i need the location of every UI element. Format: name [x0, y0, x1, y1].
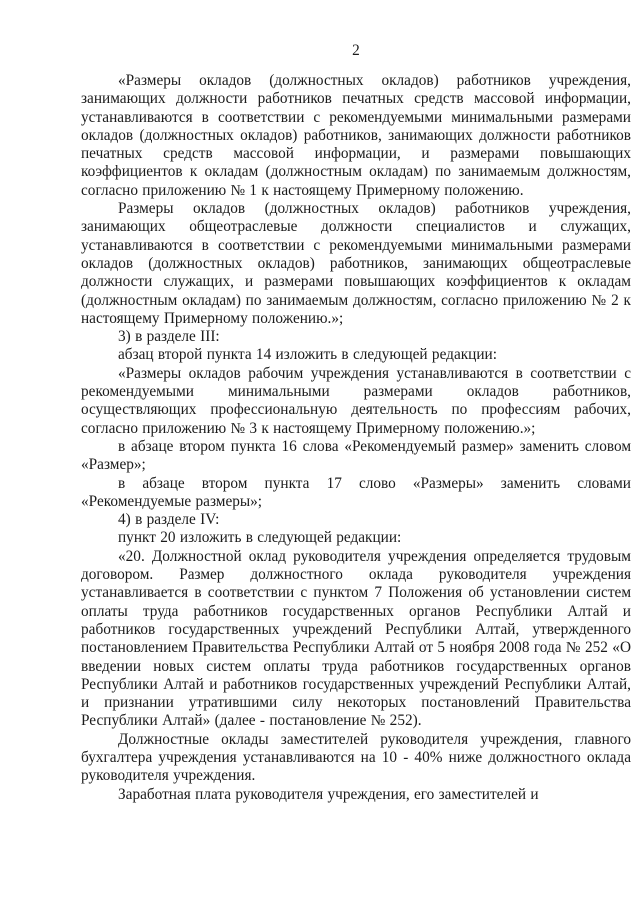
paragraph: Размеры окладов (должностных окладов) работников учреждения, занимающих общеотраслевые должности специалистов и служащих, устанавливаются в соответствии с рекомендуемыми минимальными размерами окладов (должностных окладов) работников, занимающих общеотраслевые должности служащих, и размерами повышающих коэффициентов к окладам (должностным окладам) по занимаемым должностям, согласно приложению № 2 к настоящему Примерному положению.»; [81, 200, 631, 327]
paragraph: «20. Должностной оклад руководителя учреждения определяется трудовым договором. Размер должностного оклада руководителя учреждения устанавливается в соответствии с пунктом 7 Положения об установлении систем оплаты труда работников государственных органов Республики Алтай и работников государственных учреждений Республики Алтай, утвержденного постановлением Правительства Республики Алтай от 5 ноября 2008 года № 252 «О введении новых систем оплаты труда работников государственных органов Республики Алтай и работников государственных учреждений Республики Алтай, и признании утратившими силу некоторых постановлений Правительства Республики Алтай» (далее - постановление № 252). [81, 547, 631, 730]
paragraph: «Размеры окладов рабочим учреждения устанавливаются в соответствии с рекомендуемыми минимальными размерами окладов работников, осуществляющих профессиональную деятельность по профессиям рабочих, согласно приложению № 3 к настоящему Примерному положению.»; [81, 364, 631, 437]
paragraph: в абзаце втором пункта 16 слова «Рекомендуемый размер» заменить словом «Размер»; [81, 437, 631, 474]
document-body [81, 72, 631, 804]
paragraph: «Размеры окладов (должностных окладов) работников учреждения, занимающих должности работников печатных средств массовой информации, устанавливаются в соответствии с рекомендуемыми минимальными размерами окладов (должностных окладов) работников, занимающих должности работников печатных средств массовой информации, и размерами повышающих коэффициентов к окладам (должностным окладам) по занимаемым должностям, согласно приложению № 1 к настоящему Примерному положению. [81, 72, 631, 199]
paragraph: Заработная плата руководителя учреждения, его заместителей и [118, 785, 539, 803]
paragraph: в абзаце втором пункта 17 слово «Размеры» заменить словами «Рекомендуемые размеры»; [81, 474, 631, 510]
paragraph: пункт 20 изложить в следующей редакции: [118, 529, 402, 547]
paragraph: Должностные оклады заместителей руководителя учреждения, главного бухгалтера учреждения устанавливаются на 10 - 40% ниже должностного оклада руководителя учреждения. [81, 730, 631, 785]
paragraph: 3) в разделе III: [118, 328, 220, 346]
paragraph: абзац второй пункта 14 изложить в следующей редакции: [118, 346, 497, 364]
page-number: 2 [352, 42, 360, 59]
paragraph: 4) в разделе IV: [118, 511, 220, 529]
